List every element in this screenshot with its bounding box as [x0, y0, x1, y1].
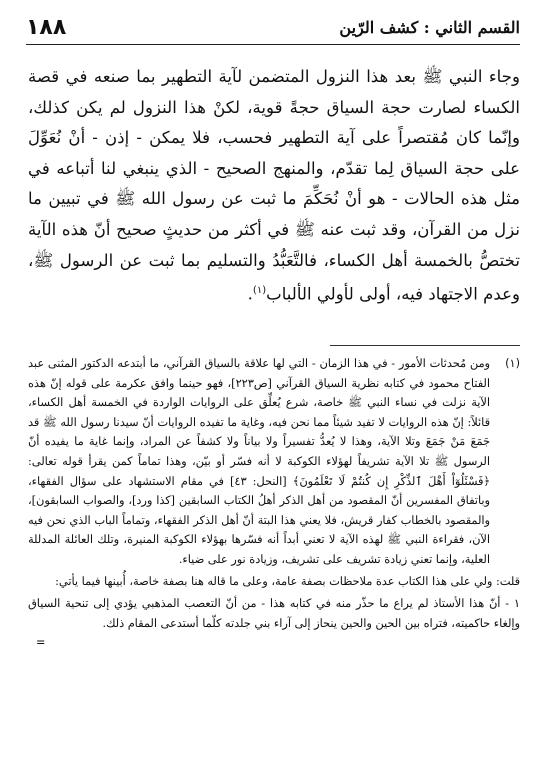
- continuation-mark: =: [36, 636, 46, 650]
- main-text: [28, 62, 520, 310]
- main-paragraph: وجاء النبي ﷺ بعد هذا النزول المتضمن لآية التطهير بما صنعه في قصة الكساء لصارت حجة السياق حجةً قوية، لكنْ هذا النزول لم يكن كذلك، وإنّما كان مُقتصراً على آية التطهير فحسب، فلا يمكن - إذن - أنْ نُعَوِّلَ على حجة السياق لِما تقدّم، والمنهج الصحيح - الذي ينبغي لنا أتباعه في مثل هذه الحالات - هو أنْ نُحَكِّمَ ما ثبت عن رسول الله ﷺ في تبيين ما نزل من القرآن، وقد ثبت عنه ﷺ في أكثر من حديثٍ صحيح أنّ هذه الآية تختصُّ بالخمسة أهل الكساء، فالتَّعَبُّدُ والتسليم بما ثبت عن الرسول ﷺ، وعدم الاجتهاد فيه، أولى لأولي الألباب$^{(١)}$.: [28, 67, 520, 304]
- main-paragraph-text: وجاء النبي ﷺ بعد هذا النزول المتضمن لآية التطهير بما صنعه في قصة الكساء لصارت حجة السياق حجةً قوية، لكنْ هذا النزول لم يكن كذلك، وإنّما كان مُقتصراً على آية التطهير فحسب، فلا يمكن - إذن - أنْ نُعَوِّلَ على حجة السياق لِما تقدّم، والمنهج الصحيح - الذي ينبغي لنا أتباعه في مثل هذه الحالات - هو أنْ نُحَكِّمَ ما ثبت عن رسول الله ﷺ في تبيين ما نزل من القرآن، وقد ثبت عنه ﷺ في أكثر من حديثٍ صحيح أنّ هذه الآية تختصُّ بالخمسة أهل الكساء، فالتَّعَبُّدُ والتسليم بما ثبت عن الرسول ﷺ، وعدم الاجتهاد فيه، أولى لأولي الألباب: [28, 67, 520, 304]
- footnote-separator: [330, 345, 520, 346]
- header-rule: [26, 44, 520, 45]
- footnotes-area: [28, 354, 520, 653]
- running-title: القسم الثاني : كشف الرّين: [339, 18, 520, 37]
- comment-intro: قلت: ولي على هذا الكتاب عدة ملاحظات بصفة عامة، وعلى ما قاله هنا بصفة خاصة، أُبينها فيما يأتي:: [55, 574, 520, 588]
- comment-point-1: ١ - أنّ هذا الأستاذ لم يراع ما حذّر منه في كتابه هذا - من أنّ التعصب المذهبي يؤدي إلى تنحية السياق وإلغاء حاكميته، فتراه بين الحين والحين ينحاز إلى آراء بني جلدته كلّما أستدعى المقام ذلك.: [28, 597, 520, 630]
- page-header: [26, 14, 520, 44]
- footnote-1: [28, 354, 520, 570]
- footnote-reference[interactable]: (١): [252, 285, 267, 297]
- footnote-text: ومن مُحدثات الأمور - في هذا الزمان - التي لها علاقة بالسياق القرآني، ما أبتدعه الدكتور المثنى عبد الفتاح محمود في كتابه نظرية السياق القرآني [ص٢٢٣]، فهو حينما وافق عكرمة على قوله إنّ هذه الآية نزلت في نساء النبي ﷺ خاصة، شرع يُعلِّق على الروايات الواردة في الخمسة أهل الكساء، قائلاً: إنّ هذه الروايات لا تفيد شيئاً مما نحن فيه، وغاية ما تفيده الروايات أنّ سيدنا رسول الله ﷺ قد جَمَعَ مَنْ جَمَعَ وتلا الآية، وهذا لا يُعدُّ تفسيراً ولا بياناً ولا كشفاً عن المراد، وإنما غاية ما يفيده أنّ الرسول ﷺ تلا الآية تشريفاً لهؤلاء الكوكبة لا أنه فسّر أو بيّن، وهذا تماماً كمن يقرأ قوله تعالى: ﴿فَسْئَلُوٓاْ أَهْلَ ٱلذِّكْرِ إِن كُنتُمْ لَا تَعْلَمُونَ﴾ [النحل: ٤٣] في مقام الاستشهاد على سؤال الفقهاء، وباتفاق المفسرين أنّ المقصود من أهل الذكر أهلُ الكتاب السابقين [كذا ورد]، والصواب السابقون]، والمقصود بالخطاب كفار قريش، فلا يعني هذا البتة أنّ أهل الذكر الفقهاء، وتماماً الباب الذي نحن فيه الآن، فقراءة النبي ﷺ لهذه الآية لا تعني أبداً أنه فسّرها بهؤلاء الكوكبة المنيرة، وتلك العائلة المدللة العلية، وإنما تعني زيادة تشريف على تشريف، وزيادة نور على ضياء.: [28, 357, 490, 566]
- page-number: ١٨٨: [26, 15, 67, 40]
- footnote-marker: (١): [505, 357, 520, 370]
